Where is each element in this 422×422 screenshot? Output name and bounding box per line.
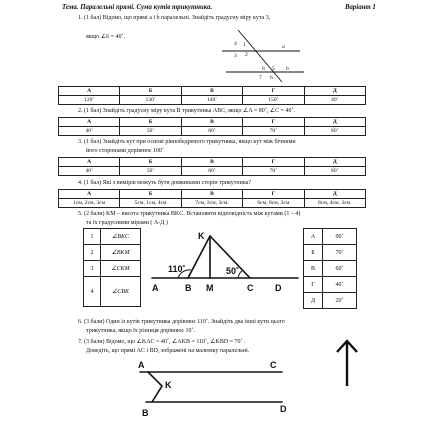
point-b: B — [185, 283, 192, 293]
point-d: D — [275, 283, 282, 293]
answer-head: Д — [304, 190, 365, 199]
q1-text-line2: якщо ∠6 = 40˚. — [86, 34, 126, 40]
answer-cell: 130˚ — [120, 96, 181, 105]
match-angle: ∠BKC — [101, 229, 141, 245]
answer-cell: 60˚ — [181, 127, 242, 136]
answer-head: А — [59, 87, 120, 96]
match-letter: А — [304, 229, 323, 245]
answer-head: Б — [120, 87, 181, 96]
angle-1: 1 — [243, 42, 246, 48]
answer-head: В — [181, 118, 242, 127]
label-a: a — [282, 44, 285, 50]
answer-head: В — [181, 158, 242, 167]
q7-text-line2: Доведіть, що прямі AC і BD, зображені на малюнку паралельні. — [86, 348, 250, 354]
answer-cell: 8см, 4см, 3см. — [304, 199, 365, 208]
answer-head: Д — [304, 87, 365, 96]
q6-text-line2: трикутника, якщо їх різниця дорівнює 10˚. — [86, 328, 195, 334]
match-value: 90˚ — [323, 229, 357, 245]
up-arrow-icon — [334, 338, 360, 388]
answer-head: Г — [243, 190, 304, 199]
match-angle: ∠CBK — [101, 277, 141, 307]
angle-3: 3 — [234, 53, 237, 59]
angle-8: 8 — [262, 66, 265, 72]
match-number: 3 — [84, 261, 101, 277]
answer-cell: 50˚ — [120, 167, 181, 176]
match-letter: Д — [304, 293, 323, 309]
q5-text-line2: та їх градусними мірами ( А-Д ) — [86, 220, 168, 226]
angle-50-label: 50˚ — [226, 266, 240, 276]
point-a: A — [152, 283, 159, 293]
broken-line-akb — [148, 372, 162, 402]
answer-cell: 80˚ — [304, 127, 365, 136]
point-c7: C — [270, 360, 277, 370]
angle-5: 5 — [272, 66, 275, 72]
answer-head: А — [59, 118, 120, 127]
point-m: M — [206, 283, 214, 293]
answer-cell: 40˚ — [59, 127, 120, 136]
answer-head: Б — [120, 158, 181, 167]
match-value: 70˚ — [323, 245, 357, 261]
answer-cell: 80˚ — [304, 167, 365, 176]
answer-head: В — [181, 87, 242, 96]
q3-text-line1: 3. (1 бал) Знайдіть кут при основі рівнобедреного трикутника, якщо кут між бічними — [78, 139, 296, 145]
match-angle: ∠CKM — [101, 261, 141, 277]
answer-cell: 40˚ — [304, 96, 365, 105]
q6-text-line1: 6. (3 бали) Один із кутів трикутника дорівнює 110˚. Знайдіть два інші кути цього — [78, 319, 285, 325]
answer-cell: 5см, 1см, 4см — [120, 199, 181, 208]
angle-7: 7 — [259, 75, 262, 81]
answer-cell: 150˚ — [243, 96, 304, 105]
answer-cell: 50˚ — [120, 127, 181, 136]
answer-cell: 140˚ — [181, 96, 242, 105]
answer-head: Г — [243, 158, 304, 167]
q1-text-line1: 1. (1 бал) Відомо, що прямі a і b паралельні. Знайдіть градусну міру кута 3, — [78, 15, 271, 21]
match-number: 1 — [84, 229, 101, 245]
match-letter: В — [304, 261, 323, 277]
angle-110-label: 110˚ — [168, 264, 186, 274]
match-value: 40˚ — [323, 277, 357, 293]
angle-6: 6 — [270, 75, 273, 81]
point-k: K — [198, 231, 205, 241]
match-number: 4 — [84, 277, 101, 307]
answer-cell: 70˚ — [243, 127, 304, 136]
point-b7: B — [142, 408, 149, 418]
match-letter: Г — [304, 277, 323, 293]
answer-cell: 120˚ — [59, 96, 120, 105]
q7-text-line1: 7. (3 бали) Відомо, що ∠KAC = 40˚, ∠AKB = 110˚, ∠KBD = 70˚ . — [78, 339, 246, 345]
match-number: 2 — [84, 245, 101, 261]
point-a7: A — [138, 360, 145, 370]
match-letter: Б — [304, 245, 323, 261]
answer-head: Д — [304, 158, 365, 167]
answer-head: Д — [304, 118, 365, 127]
angle-4: 4 — [234, 41, 237, 47]
angle-2: 2 — [245, 52, 248, 58]
answer-head: А — [59, 190, 120, 199]
answer-head: Б — [120, 190, 181, 199]
page-title: Тема. Паралельні прямі. Сума кутів трикутника. — [62, 4, 213, 11]
q3-text-line2: його сторонами дорівнює 100˚ — [86, 148, 164, 154]
answer-cell: 70˚ — [243, 167, 304, 176]
answer-head: Г — [243, 87, 304, 96]
label-b: b — [286, 66, 289, 72]
point-k7: K — [165, 380, 172, 390]
answer-cell: 60˚ — [181, 167, 242, 176]
answer-head: Г — [243, 118, 304, 127]
answer-head: Б — [120, 118, 181, 127]
answer-head: А — [59, 158, 120, 167]
match-value: 20˚ — [323, 293, 357, 309]
match-value: 60˚ — [323, 261, 357, 277]
point-d7: D — [280, 404, 287, 414]
match-angle: ∠BKM — [101, 245, 141, 261]
q4-text: 4. (1 бал) Які з вимірів можуть бути довжинами сторін трикутника? — [78, 180, 251, 186]
answer-cell: 7см, 2см, 3см. — [181, 199, 242, 208]
answer-cell: 40˚ — [59, 167, 120, 176]
answer-head: В — [181, 190, 242, 199]
answer-cell: 1см, 2см, 3см — [59, 199, 120, 208]
answer-cell: 6см, 8см, 3см — [243, 199, 304, 208]
q5-text-line1: 5. (2 бали) KM – висота трикутника BKC. Встановити відповідність між кутами (1 – 4) — [78, 211, 301, 217]
point-c: C — [247, 283, 254, 293]
q2-text: 2. (1 бал) Знайдіть градусну міру кута B трикутника ABC, якщо ∠A = 80˚, ∠C = 40˚. — [78, 108, 295, 114]
variant-label: Варіант 1 — [345, 4, 376, 11]
